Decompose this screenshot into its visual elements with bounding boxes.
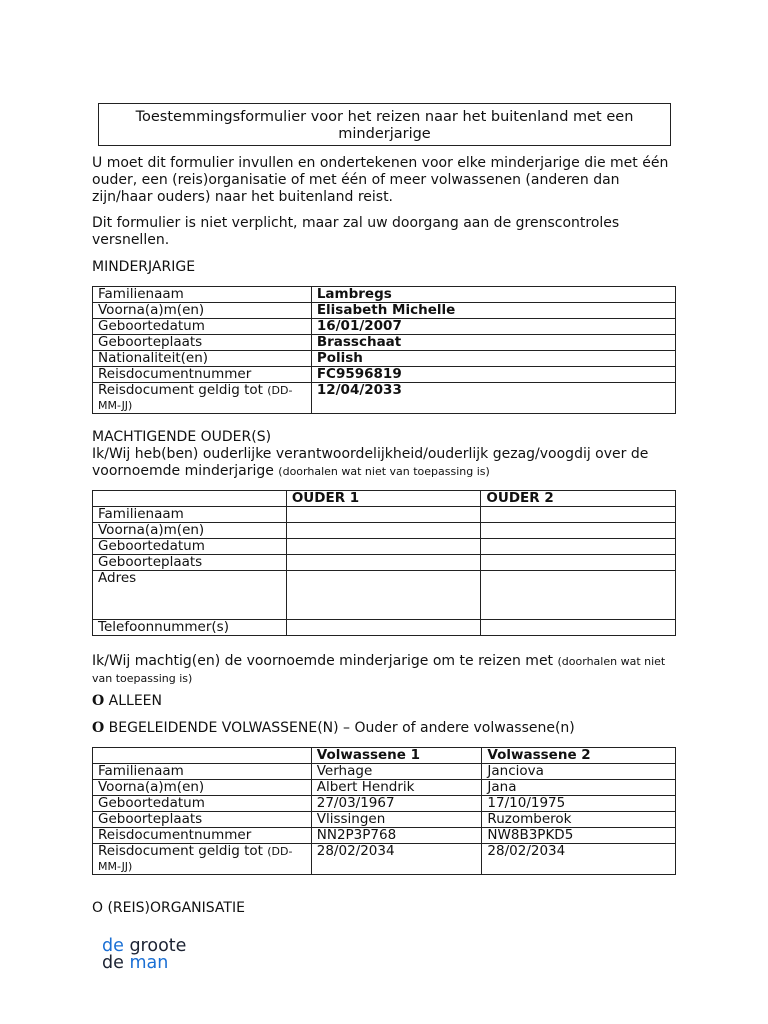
intro-text: U moet dit formulier invullen en ondertekenen voor elke minderjarige die met één ouder, een (reis)organisatie of met één of meer volwassenen (anderen dan zijn/haar ouders) naar het buitenland reist. — [92, 155, 669, 205]
row-value[interactable]: Lambregs — [311, 287, 675, 303]
table-header-row — [93, 748, 676, 764]
table-row: Geboortedatum — [93, 539, 676, 555]
row-label: Geboortedatum — [93, 319, 312, 335]
table-row: Adres — [93, 571, 676, 620]
field-cell[interactable] — [481, 507, 676, 523]
table-row: Reisdocumentnummer NN2P3P768 NW8B3PKD5 — [93, 828, 676, 844]
field-cell[interactable] — [481, 620, 676, 636]
adults-table — [92, 747, 676, 875]
table-row — [93, 319, 676, 335]
col-header-volwassene-2: Volwassene 2 — [482, 748, 676, 764]
table-row — [93, 303, 676, 319]
table-row: Geboorteplaats — [93, 555, 676, 571]
parents-text: Ik/Wij heb(ben) ouderlijke verantwoordelijkheid/ouderlijk gezag/voogdij over de voornoemde minderjarige (doorhalen wat niet van toepassing is) — [92, 446, 649, 479]
form-title: Toestemmingsformulier voor het reizen naar het buitenland met een minderjarige — [98, 103, 671, 146]
row-label: Nationaliteit(en) — [93, 351, 312, 367]
option-alone[interactable]: O ALLEEN — [92, 693, 162, 709]
row-value[interactable]: FC9596819 — [311, 367, 675, 383]
row-label: Reisdocumentnummer — [93, 367, 312, 383]
row-value[interactable]: 16/01/2007 — [311, 319, 675, 335]
field-cell[interactable] — [481, 539, 676, 555]
table-row — [93, 383, 676, 414]
parents-heading: MACHTIGENDE OUDER(S) — [92, 429, 272, 445]
parents-table — [92, 490, 676, 636]
field-cell[interactable] — [286, 523, 481, 539]
row-value[interactable]: 12/04/2033 — [311, 383, 675, 414]
table-row: Telefoonnummer(s) — [93, 620, 676, 636]
table-row: Geboortedatum 27/03/1967 17/10/1975 — [93, 796, 676, 812]
col-header-volwassene-1: Volwassene 1 — [311, 748, 482, 764]
field-cell[interactable] — [286, 620, 481, 636]
option-marker: O — [92, 720, 105, 736]
table-row — [93, 287, 676, 303]
field-cell[interactable] — [481, 523, 676, 539]
col-header-ouder-1: OUDER 1 — [286, 491, 481, 507]
row-label: Voorna(a)m(en) — [93, 303, 312, 319]
company-logo: de groote de man — [102, 936, 187, 973]
row-value[interactable]: Polish — [311, 351, 675, 367]
table-header-row — [93, 491, 676, 507]
row-value[interactable]: Elisabeth Michelle — [311, 303, 675, 319]
row-value[interactable]: Brasschaat — [311, 335, 675, 351]
minor-table — [92, 286, 676, 414]
row-label: Familienaam — [93, 287, 312, 303]
field-cell[interactable] — [286, 507, 481, 523]
table-row — [93, 351, 676, 367]
field-cell[interactable] — [286, 555, 481, 571]
field-cell[interactable] — [286, 571, 481, 620]
option-organisation[interactable]: O (REIS)ORGANISATIE — [92, 900, 245, 916]
row-label: Reisdocument geldig tot (DD-MM-JJ) — [93, 383, 312, 414]
col-header-ouder-2: OUDER 2 — [481, 491, 676, 507]
table-row: Reisdocument geldig tot (DD-MM-JJ) 28/02/2034 28/02/2034 — [93, 844, 676, 875]
table-row: Voorna(a)m(en) Albert Hendrik Jana — [93, 780, 676, 796]
table-row — [93, 335, 676, 351]
authorize-text: Ik/Wij machtig(en) de voornoemde minderjarige om te reizen met (doorhalen wat niet van toepassing is) — [92, 653, 666, 685]
table-row: Familienaam Verhage Janciova — [93, 764, 676, 780]
field-cell[interactable] — [481, 555, 676, 571]
field-cell[interactable] — [481, 571, 676, 620]
option-accompanying-adults[interactable]: O BEGELEIDENDE VOLWASSENE(N) – Ouder of andere volwassene(n) — [92, 720, 575, 736]
table-row — [93, 367, 676, 383]
table-row: Familienaam — [93, 507, 676, 523]
table-row: Geboorteplaats Vlissingen Ruzomberok — [93, 812, 676, 828]
note-text: Dit formulier is niet verplicht, maar zal uw doorgang aan de grenscontroles versnellen. — [92, 215, 620, 248]
field-cell[interactable] — [286, 539, 481, 555]
option-marker: O — [92, 693, 105, 709]
row-label: Geboorteplaats — [93, 335, 312, 351]
table-row: Voorna(a)m(en) — [93, 523, 676, 539]
minor-heading: MINDERJARIGE — [92, 259, 196, 275]
